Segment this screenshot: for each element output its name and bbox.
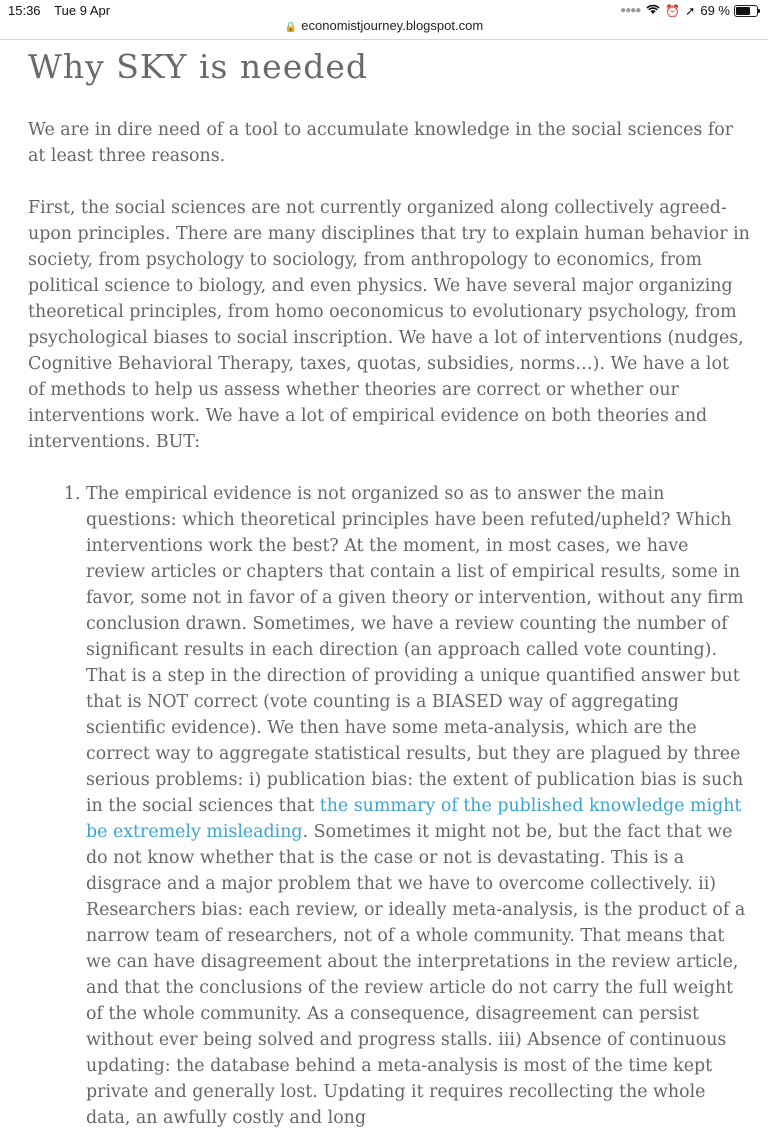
toolbar-divider (0, 39, 768, 40)
article-title: Why SKY is needed (28, 47, 369, 86)
url-text: economistjourney.blogspot.com (301, 18, 484, 33)
battery-percent: 69 % (700, 3, 730, 18)
reasons-list (28, 481, 750, 1131)
list-item-text-before-link: The empirical evidence is not organized so as to answer the main questions: which theoretical principles have been refuted/upheld? Which interventions work the best? At the moment, in most cases, we have review articles or chapters that contain a list of empirical results, some in favor, some not in favor of a given theory or intervention, without any firm conclusion drawn. Sometimes, we have a review counting the number of significant results in each direction (an approach called vote counting). That is a step in the direction of providing a unique quantified answer but that is NOT correct (vote counting is a BIASED way of aggregating scientific evidence). We then have some meta-analysis, which are the correct way to aggregate statistical results, but they are plagued by three serious problems: i) publication bias: the extent of publication bias is such in the social sciences that (86, 484, 744, 816)
wifi-icon (646, 4, 660, 18)
intro-paragraph: We are in dire need of a tool to accumulate knowledge in the social sciences for at least three reasons. (28, 120, 734, 166)
alarm-icon: ⏰ (665, 3, 681, 18)
address-bar[interactable] (0, 18, 768, 38)
location-icon: ➚ (685, 3, 696, 18)
status-left (8, 3, 110, 18)
lock-icon: 🔒 (284, 22, 298, 33)
article-content (28, 44, 750, 1131)
battery-level (736, 7, 750, 15)
cellular-signal-icon: ●●●● (620, 5, 641, 16)
status-time: 15:36 (8, 3, 41, 18)
status-right (620, 3, 758, 18)
first-reason-paragraph: First, the social sciences are not currently organized along collectively agreed-upon principles. There are many disciplines that try to explain human behavior in society, from psychology to sociology, from anthropology to economics, from political science to biology, and even physics. We have several major organizing theoretical principles, from homo oeconomicus to evolutionary psychology, from psychological biases to social inscription. We have a lot of interventions (nudges, Cognitive Behavioral Therapy, taxes, quotas, subsidies, norms…). We have a lot of methods to help us assess whether theories are correct or whether our interventions work. We have a lot of empirical evidence on both theories and interventions. BUT: (28, 198, 750, 452)
published-knowledge-link[interactable]: the summary of the published knowledge might be extremely misleading (86, 796, 742, 842)
list-item (86, 481, 750, 1131)
list-item-text-after-link: . Sometimes it might not be, but the fact that we do not know whether that is the case or not is devastating. This is a disgrace and a major problem that we have to overcome collectively. ii) Researchers bias: each review, or ideally meta-analysis, is the product of a narrow team of researchers, not of a whole community. That means that we can have disagreement about the interpretations in the review article, and that the conclusions of the review article do not carry the full weight of the whole community. As a consequence, disagreement can persist without ever being solved and progress stalls. iii) Absence of continuous updating: the database behind a meta-analysis is most of the time kept private and generally lost. Updating it requires recollecting the whole data, an awfully costly and long (86, 822, 746, 1128)
status-date: Tue 9 Apr (54, 3, 111, 18)
battery-icon (734, 5, 758, 17)
